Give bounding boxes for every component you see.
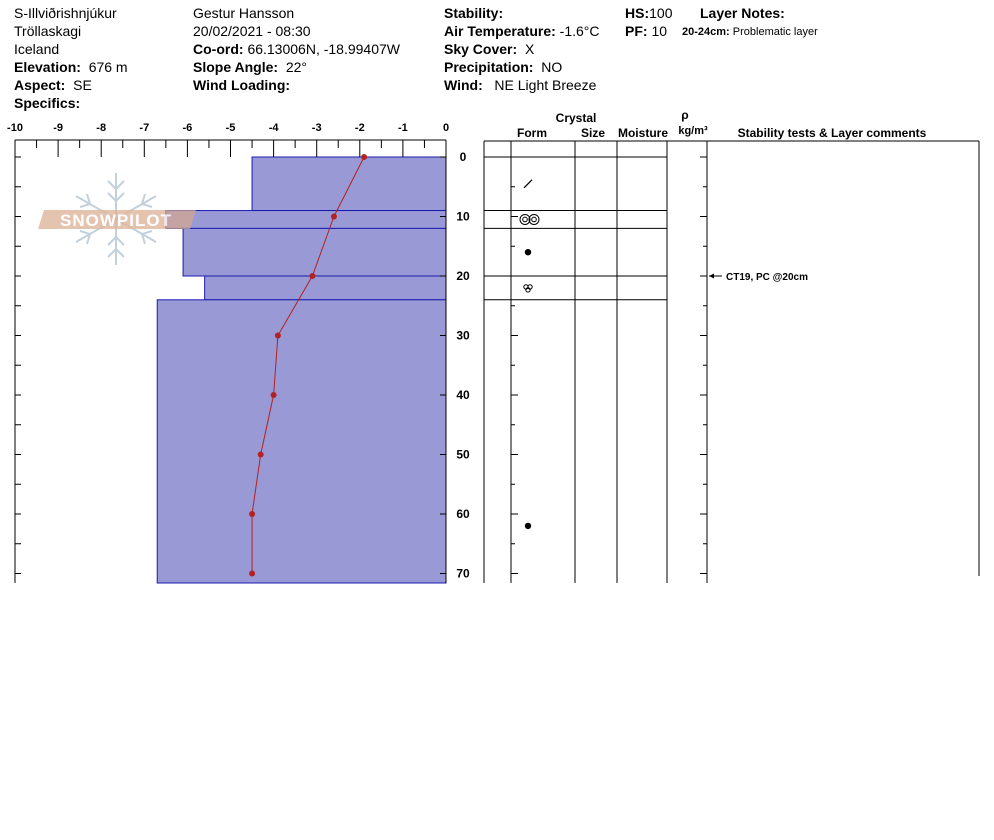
temperature-point [271, 392, 277, 398]
temp-tick-label: -4 [268, 122, 279, 134]
depth-tick-label: 60 [456, 507, 470, 521]
temperature-point [249, 571, 255, 577]
country: Iceland [14, 41, 60, 57]
logo-text: SNOWPILOT [60, 211, 172, 230]
faceted-rounded-icon [524, 285, 532, 292]
temp-tick-label: -3 [311, 122, 322, 134]
aspect-value: SE [73, 77, 92, 93]
air-temp-label: Air Temperature: [444, 23, 556, 39]
temp-tick-label: -1 [398, 122, 408, 134]
temp-tick-label: -10 [7, 122, 23, 134]
temp-tick-label: 0 [442, 122, 450, 134]
snowpilot-logo [38, 173, 196, 265]
temperature-point [249, 511, 255, 517]
hs-value: 100 [649, 5, 673, 21]
hs-label: HS: [625, 5, 650, 21]
hardness-layer-0 [252, 157, 446, 211]
grain-forms [520, 180, 539, 529]
temp-tick-label: -5 [225, 122, 236, 134]
column-header-form: Form [517, 126, 547, 140]
temp-tick-label: -6 [182, 122, 193, 134]
coord-label: Co-ord: [193, 41, 244, 57]
slope-label: Slope Angle: [193, 59, 279, 75]
depth-tick-label: 10 [456, 209, 470, 224]
depth-tick-label: 50 [456, 447, 470, 462]
temperature-point [361, 154, 367, 160]
test-arrow-icon [709, 274, 714, 279]
hoar-inner [532, 217, 537, 222]
hoar-inner [523, 217, 528, 222]
sky-label: Sky Cover: [444, 41, 518, 57]
slope-value: 22° [285, 59, 307, 75]
wind-loading-label: Wind Loading: [193, 77, 291, 93]
column-header-size: Size [580, 126, 606, 140]
temperature-point [275, 333, 281, 339]
temp-tick-label: -9 [53, 122, 63, 134]
coord-value: 66.13006N, -18.99407W [247, 41, 400, 57]
rounded-grain-icon [525, 249, 531, 255]
depth-tick-label: 40 [456, 388, 470, 402]
temperature-point [258, 452, 264, 458]
observer-name: Gestur Hansson [193, 5, 295, 21]
rounded-grain-icon [525, 523, 531, 529]
stability-tests [709, 272, 808, 283]
hardness-profile [157, 157, 446, 583]
temperature-point [309, 273, 315, 279]
layer-table [484, 108, 979, 583]
layer-note-text: Problematic layer [732, 26, 818, 38]
temperature-point [331, 214, 337, 220]
temp-tick-label: -7 [139, 122, 150, 134]
column-header-rho: ρ [681, 108, 689, 122]
sky-value: X [524, 41, 535, 57]
column-header-crystal: Crystal [555, 111, 597, 125]
hardness-layer-1 [166, 211, 446, 229]
elevation-label: Elevation: [14, 59, 81, 75]
hardness-layer-3 [205, 276, 446, 300]
stability-test-label: CT19, PC @20cm [726, 272, 809, 283]
precip-label: Precipitation: [444, 59, 534, 75]
wind-label: Wind: [444, 77, 483, 93]
specifics-label: Specifics: [14, 95, 81, 111]
stability-label: Stability: [444, 5, 504, 21]
aspect-label: Aspect: [14, 77, 66, 93]
depth-tick-label: 20 [456, 269, 470, 283]
mountain-range: Tröllaskagi [14, 23, 82, 39]
temp-tick-label: -8 [96, 122, 107, 134]
column-header-moisture: Moisture [617, 126, 669, 140]
hardness-layer-4 [157, 300, 446, 583]
location-name: S-Illviðrishnjúkur [14, 5, 117, 21]
decomposing-icon [524, 180, 532, 188]
column-header-stability: Stability tests & Layer comments [737, 126, 927, 140]
surface-hoar-icon [520, 214, 539, 224]
temp-tick-label: -2 [354, 122, 365, 134]
depth-tick-label: 70 [456, 566, 470, 581]
observation-datetime: 20/02/2021 - 08:30 [193, 23, 311, 39]
pf-value: 10 [651, 23, 668, 39]
depth-tick-label: 0 [459, 150, 467, 164]
precip-value: NO [541, 59, 563, 75]
wind-value: NE Light Breeze [494, 77, 597, 93]
elevation-value: 676 m [88, 59, 128, 75]
layer-notes-label: Layer Notes: [700, 5, 785, 21]
column-header-density-unit: kg/m³ [678, 125, 708, 137]
pf-label: PF: [625, 23, 648, 39]
depth-tick-label: 30 [456, 328, 470, 343]
air-temp-value: -1.6°C [559, 23, 600, 39]
layer-note-range: 20-24cm: [682, 26, 730, 38]
